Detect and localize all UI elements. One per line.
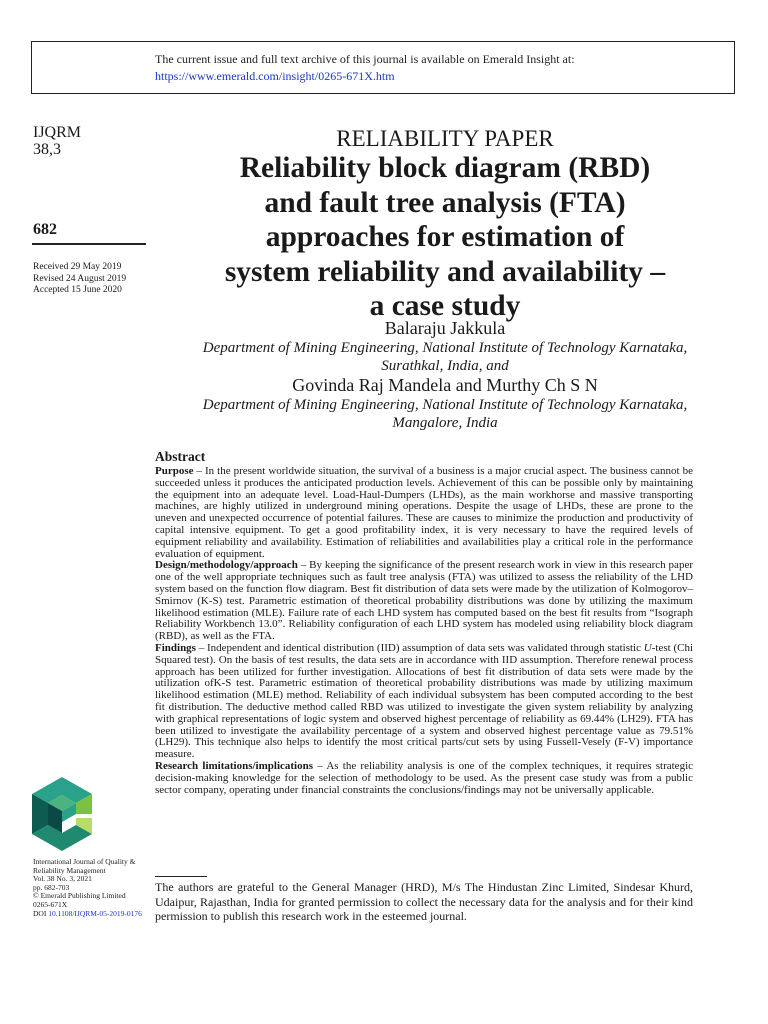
affiliation-line: Mangalore, India bbox=[392, 415, 498, 431]
abstract-purpose bbox=[155, 466, 693, 560]
author-primary: Balaraju Jakkula bbox=[384, 318, 506, 338]
paper-type: RELIABILITY PAPER bbox=[336, 126, 554, 151]
volume-issue: 38,3 bbox=[33, 141, 61, 158]
journal-url-link[interactable]: https://www.emerald.com/insight/0265-671X.htm bbox=[155, 69, 395, 83]
journal-abbr-text: IJQRM bbox=[33, 124, 82, 141]
section-label: Research limitations/implications bbox=[155, 759, 314, 772]
acknowledgement: The authors are grateful to the General Manager (HRD), M/s The Hindustan Zinc Limited, Sindesar Khurd, Udaipur, Rajasthan, India for granted permission to collect the necessary data for the analysis and for their kind permission to publish this research work in the esteemed journal. bbox=[155, 880, 693, 923]
section-label: Design/methodology/approach bbox=[155, 559, 298, 572]
received-date: Received 29 May 2019 bbox=[33, 262, 122, 272]
journal-info-line: 0265-671X bbox=[33, 899, 68, 909]
section-text: – As the reliability analysis is one of the complex techniques, it requires strategic decision-making knowledge for the selection of methodology to be used. As the present case study was from a public sector company, operating under financial constraints the conclusions/findings may not be universally applicable. bbox=[155, 759, 694, 796]
footnote-rule bbox=[155, 876, 207, 877]
title-line: approaches for estimation of bbox=[265, 221, 625, 253]
journal-info-line: International Journal of Quality & bbox=[33, 857, 136, 866]
submission-dates bbox=[33, 262, 126, 297]
title-line: a case study bbox=[369, 290, 521, 322]
abstract-body bbox=[155, 466, 693, 796]
section-text: -test (Chi Squared test). On the basis of test results, the data sets are in accordance with IID assumption. Therefore renewal process approach has been utilized for further investigation. Allocations of best fit distribution of data sets were made by the utilization ofK-S test. Parametric estimation of theoretical probability distributions was made by utilizing maximum likelihood estimation (MLE) method. Reliability of each individual subsystem has been computed according to the best fit distribution. The deductive method called RBD was utilized to investigate the given system reliability by analyzing with graphical representations of logic system and observed highest percentage of reliability as 69.44% (LH29). FTA has been utilized to investigate the availability percentage of a system and observed highest percentage value as 79.51% (LH29). This technique also helps to identify the most critical parts/cut sets by using Fussell-Vesely (F-V) importance measure. bbox=[155, 641, 693, 761]
doi-label: DOI bbox=[33, 908, 49, 918]
accepted-date: Accepted 15 June 2020 bbox=[33, 285, 122, 295]
page-number-rule bbox=[32, 243, 146, 245]
author-secondary: Govinda Raj Mandela and Murthy Ch S N bbox=[292, 375, 598, 395]
section-label: Purpose bbox=[155, 465, 194, 477]
abstract-heading: Abstract bbox=[155, 449, 206, 464]
affiliation-primary bbox=[155, 339, 735, 375]
doi-link[interactable]: 10.1108/IJQRM-05-2019-0176 bbox=[48, 908, 142, 918]
section-text: – Independent and identical distribution (IID) assumption of data sets was validated through statistic bbox=[195, 641, 644, 654]
abstract-findings bbox=[155, 643, 693, 761]
section-text: – In the present worldwide situation, the survival of a business is a major crucial aspect. The business cannot be succeeded unless it produces the anticipated production levels. Achievement of this can be possible only by maintaining the equipment into an adequate level. Load-Haul-Dumpers (LHDs), as the main workhorse and massive transporting machines, are highly utilized in underground mining operations. Despite the usage of LHDs, these are prone to the uneven and unexpected occurrence of potential failures. These are causes to minimize the production and productivity of capital intensive equipment. To get a good profitability index, it is very necessary to have the required levels of equipment reliability and availability. Estimation of reliabilities and availabilities play a critical role in the performance evaluation of equipment. bbox=[155, 465, 693, 560]
title-line: system reliability and availability – bbox=[224, 255, 666, 288]
abstract-limitations bbox=[155, 761, 693, 796]
journal-citation-info bbox=[33, 858, 142, 918]
abstract-design bbox=[155, 560, 693, 643]
affiliation-secondary bbox=[155, 396, 735, 432]
revised-date: Revised 24 August 2019 bbox=[33, 273, 127, 284]
affiliation-line: Department of Mining Engineering, National Institute of Technology Karnataka, bbox=[202, 340, 688, 356]
emerald-logo-icon bbox=[30, 775, 94, 853]
page-number: 682 bbox=[33, 221, 57, 238]
journal-info-line: © Emerald Publishing Limited bbox=[33, 891, 126, 901]
title-line: Reliability block diagram (RBD) bbox=[239, 152, 651, 184]
journal-info-line: pp. 682-703 bbox=[33, 882, 70, 892]
journal-notice-box bbox=[31, 41, 735, 94]
section-text: – By keeping the significance of the present research work in view in this research paper one of the well appropriate techniques such as fault tree analysis (FTA) was utilized to assess the reliability of the LHD system based on the function flow diagram. Best fit distribution of data sets were made by the utilization of Kolmogorov–Smirnov (K-S) test. Parametric estimation of theoretical probability distributions was done by utilizing the maximum likelihood estimation (MLE). Failure rate of each LHD system has computed based on the best fit results from “Isograph Reliability Workbench 13.0”. Reliability configuration of each LHD system has modeled using reliability block diagram (RBD), as well as the FTA. bbox=[155, 559, 693, 643]
journal-info-line: Vol. 38 No. 3, 2021 bbox=[33, 874, 92, 884]
article-title bbox=[145, 151, 745, 324]
section-italic: U bbox=[643, 641, 652, 654]
doi-line bbox=[33, 910, 142, 919]
journal-info-line: Reliability Management bbox=[33, 865, 106, 875]
notice-text: The current issue and full text archive of this journal is available on Emerald Insight at: bbox=[155, 52, 575, 66]
title-line: and fault tree analysis (FTA) bbox=[264, 186, 626, 219]
affiliation-line: Surathkal, India, and bbox=[381, 358, 509, 374]
journal-abbreviation bbox=[33, 124, 81, 158]
affiliation-line: Department of Mining Engineering, National Institute of Technology Karnataka, bbox=[202, 397, 688, 413]
section-label: Findings bbox=[155, 641, 196, 654]
